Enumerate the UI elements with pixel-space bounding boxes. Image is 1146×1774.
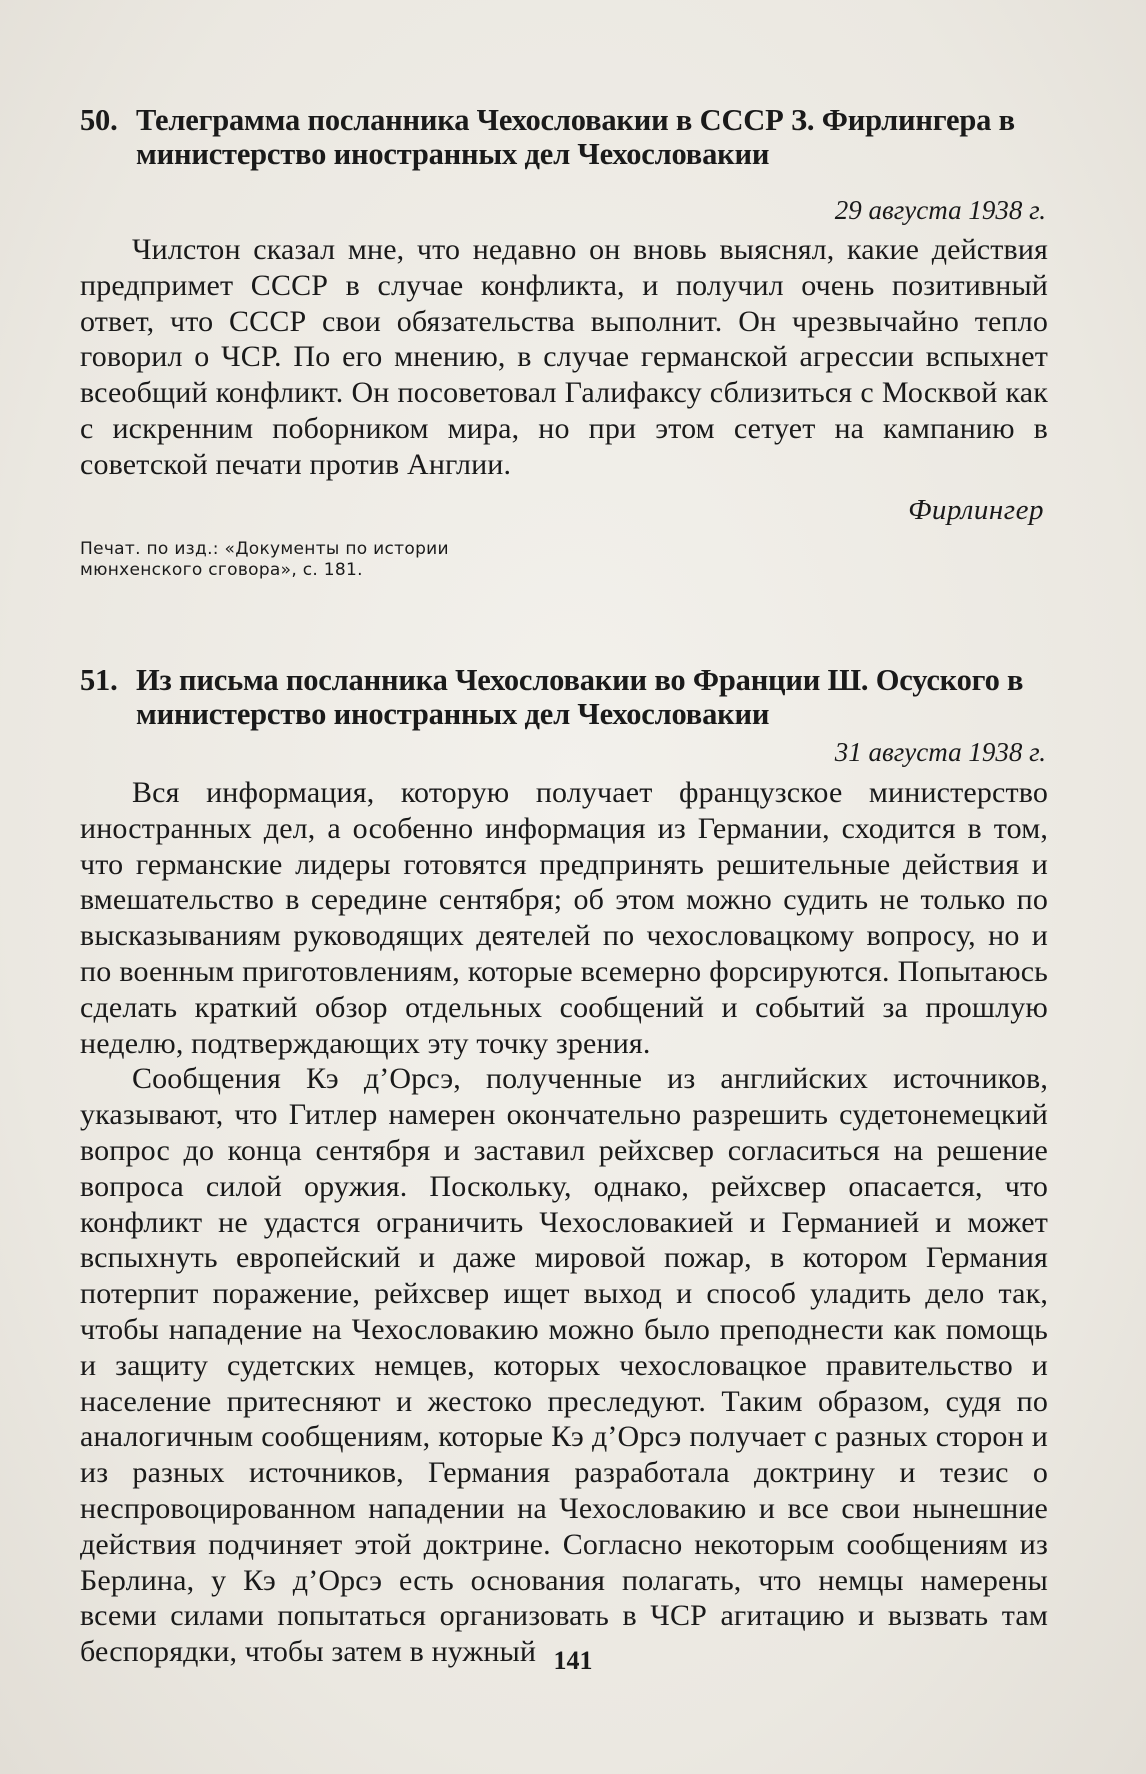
document-51-heading [80,663,1048,731]
document-51-number: 51. [80,663,118,697]
source-line-2: мюнхенского сговора», с. 181. [80,559,363,580]
document-51-paragraph-1: Вся информация, которую получает французское министерство иностранных дел, а особенно информация из Германии, сходится в том, что германские лидеры готовятся предпринять решительные действия и вмешательство в середине сентября; об этом можно судить не только по высказываниям руководящих деятелей по чехословацкому вопросу, но и по военным приготовлениям, которые всемерно форсируются. Попытаюсь сделать краткий обзор отдельных сообщений и событий за прошлую неделю, подтверждающих эту точку зрения. [80,776,1048,1060]
document-50-date: 29 августа 1938 г. [834,195,1046,225]
document-51-title: Из письма посланника Чехословакии во Франции Ш. Осуского в министерство иностранных дел Чехословакии [136,663,1024,731]
document-51-date: 31 августа 1938 г. [834,737,1046,767]
document-50 [80,103,1048,581]
document-50-number: 50. [80,103,118,137]
document-50-source [80,539,1048,581]
document-51-body [80,775,1048,1670]
document-51 [80,663,1048,1670]
page-number: 141 [553,1646,593,1675]
document-51-paragraph-2: Сообщения Кэ д’Орсэ, полученные из английских источников, указывают, что Гитлер намерен окончательно разрешить судетонемецкий вопрос до конца сентября и заставил рейхсвер согласиться на решение вопроса силой оружия. Поскольку, однако, рейхсвер опасается, что конфликт не удастся ограничить Чехословакией и Германией и может вспыхнуть европейский и даже мировой пожар, в котором Германия потерпит поражение, рейхсвер ищет выход и способ уладить дело так, чтобы нападение на Чехословакию можно было преподнести как помощь и защиту судетских немцев, которых чехословацкое правительство и население притесняют и жестоко преследуют. Таким образом, судя по аналогичным сообщениям, которые Кэ д’Орсэ получает с разных сторон и из разных источников, Германия разработала доктрину и тезис о неспровоцированном нападении на Чехословакию и все свои нынешние действия подчиняет этой доктрине. Согласно некоторым сообщениям из Берлина, у Кэ д’Орсэ есть основания полагать, что немцы намерены всеми силами попытаться организовать в ЧСР агитацию и вызвать там беспорядки, чтобы затем в нужный [80,1062,1048,1669]
document-50-heading [80,103,1048,171]
source-line-1: Печат. по изд.: «Документы по истории [80,538,449,559]
document-50-title: Телеграмма посланника Чехословакии в СССР З. Фирлингера в министерство иностранных дел Чехословакии [136,103,1015,171]
document-50-body [80,232,1048,483]
document-50-paragraph-1: Чилстон сказал мне, что недавно он вновь выяснял, какие действия предпримет СССР в случае конфликта, и получил очень позитивный ответ, что СССР свои обязательства выполнит. Он чрезвычайно тепло говорил о ЧСР. По его мнению, в случае германской агрессии вспыхнет всеобщий конфликт. Он посоветовал Галифаксу сблизиться с Москвой как с искренним поборником мира, но при этом сетует на кампанию в советской печати против Англии. [80,233,1048,481]
document-50-signature: Фирлингер [908,493,1044,526]
